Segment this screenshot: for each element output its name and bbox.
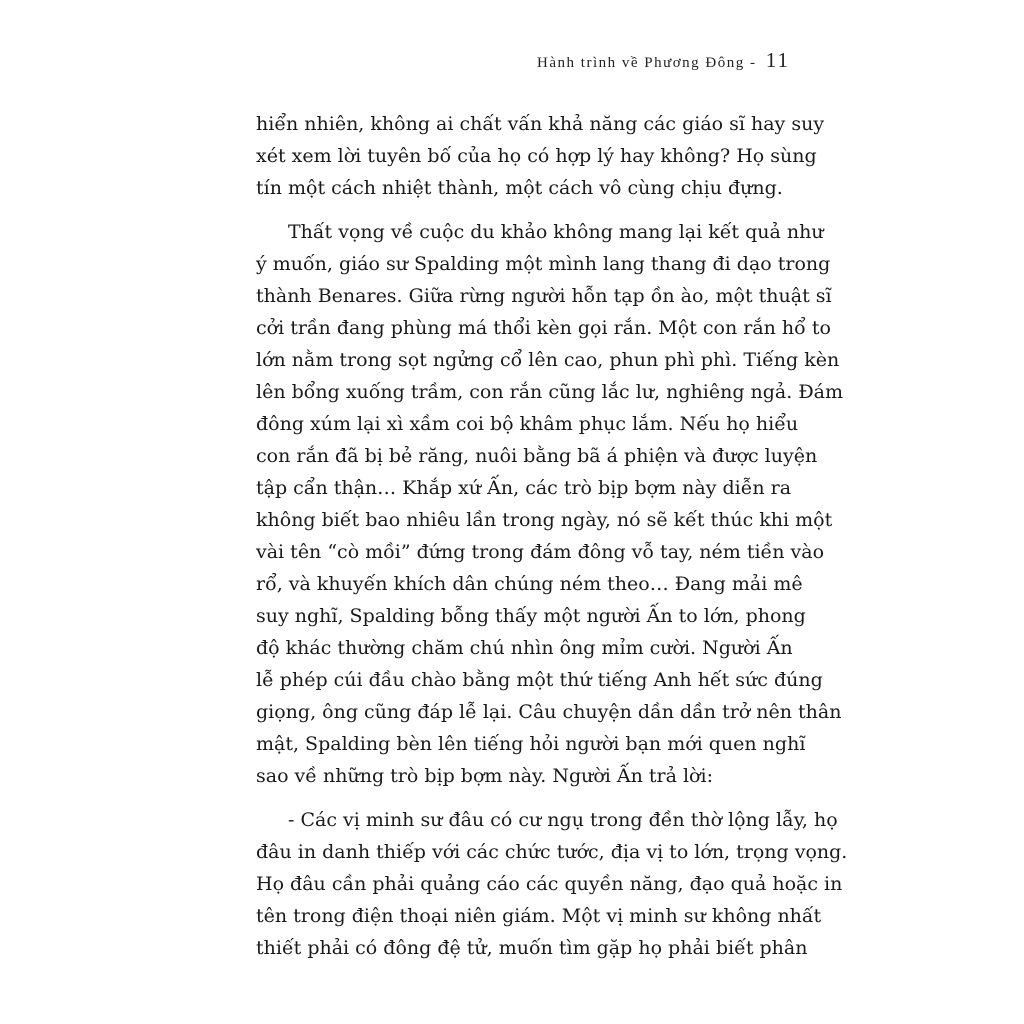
text-line: Thất vọng về cuộc du khảo không mang lại kết quả như (288, 221, 824, 243)
text-line: tên trong điện thoại niên giám. Một vị minh sư không nhất (256, 905, 822, 927)
text-line: suy nghĩ, Spalding bỗng thấy một người Ấn to lớn, phong (256, 605, 806, 627)
body-text (256, 108, 848, 964)
text-line: độ khác thường chăm chú nhìn ông mỉm cười. Người Ấn (256, 637, 793, 659)
text-line: tín một cách nhiệt thành, một cách vô cùng chịu đựng. (256, 177, 783, 199)
paragraph-2 (256, 216, 844, 792)
running-title: Hành trình về Phương Đông - (537, 55, 757, 71)
text-line: lễ phép cúi đầu chào bằng một thứ tiếng Anh hết sức đúng (256, 669, 823, 691)
text-line: lên bổng xuống trầm, con rắn cũng lắc lư, nghiêng ngả. Đám (256, 381, 844, 403)
text-line: mật, Spalding bèn lên tiếng hỏi người bạn mới quen nghĩ (256, 733, 806, 755)
text-line: - Các vị minh sư đâu có cư ngụ trong đền thờ lộng lẫy, họ (288, 809, 838, 831)
text-line: cởi trần đang phùng má thổi kèn gọi rắn. Một con rắn hổ to (256, 317, 831, 339)
text-line: giọng, ông cũng đáp lễ lại. Câu chuyện dần dần trở nên thân (256, 701, 842, 723)
text-line: rổ, và khuyến khích dân chúng ném theo… Đang mải mê (256, 573, 803, 595)
text-line: đông xúm lại xì xầm coi bộ khâm phục lắm. Nếu họ hiểu (256, 413, 799, 435)
text-line: xét xem lời tuyên bố của họ có hợp lý hay không? Họ sùng (256, 145, 817, 167)
text-line: Họ đâu cần phải quảng cáo các quyền năng, đạo quả hoặc in (256, 873, 843, 895)
text-line: sao về những trò bịp bợm này. Người Ấn trả lời: (256, 765, 713, 787)
running-header (537, 48, 790, 73)
text-line: đâu in danh thiếp với các chức tước, địa vị to lớn, trọng vọng. (256, 841, 848, 863)
text-line: lớn nằm trong sọt ngửng cổ lên cao, phun phì phì. Tiếng kèn (256, 349, 840, 371)
paragraph-1 (256, 108, 825, 204)
text-line: con rắn đã bị bẻ răng, nuôi bằng bã á phiện và được luyện (256, 445, 818, 467)
text-line: ý muốn, giáo sư Spalding một mình lang thang đi dạo trong (256, 253, 831, 275)
text-line: tập cẩn thận… Khắp xứ Ấn, các trò bịp bợm này diễn ra (256, 477, 792, 499)
paragraph-3 (256, 804, 848, 964)
text-line: vài tên “cò mồi” đứng trong đám đông vỗ tay, ném tiền vào (256, 541, 825, 563)
text-line: thành Benares. Giữa rừng người hỗn tạp ồn ào, một thuật sĩ (256, 285, 832, 307)
page-number: 11 (765, 48, 790, 72)
text-line: hiển nhiên, không ai chất vấn khả năng các giáo sĩ hay suy (256, 113, 825, 135)
text-line: không biết bao nhiêu lần trong ngày, nó sẽ kết thúc khi một (256, 509, 833, 531)
text-line: thiết phải có đông đệ tử, muốn tìm gặp họ phải biết phân (256, 937, 808, 959)
